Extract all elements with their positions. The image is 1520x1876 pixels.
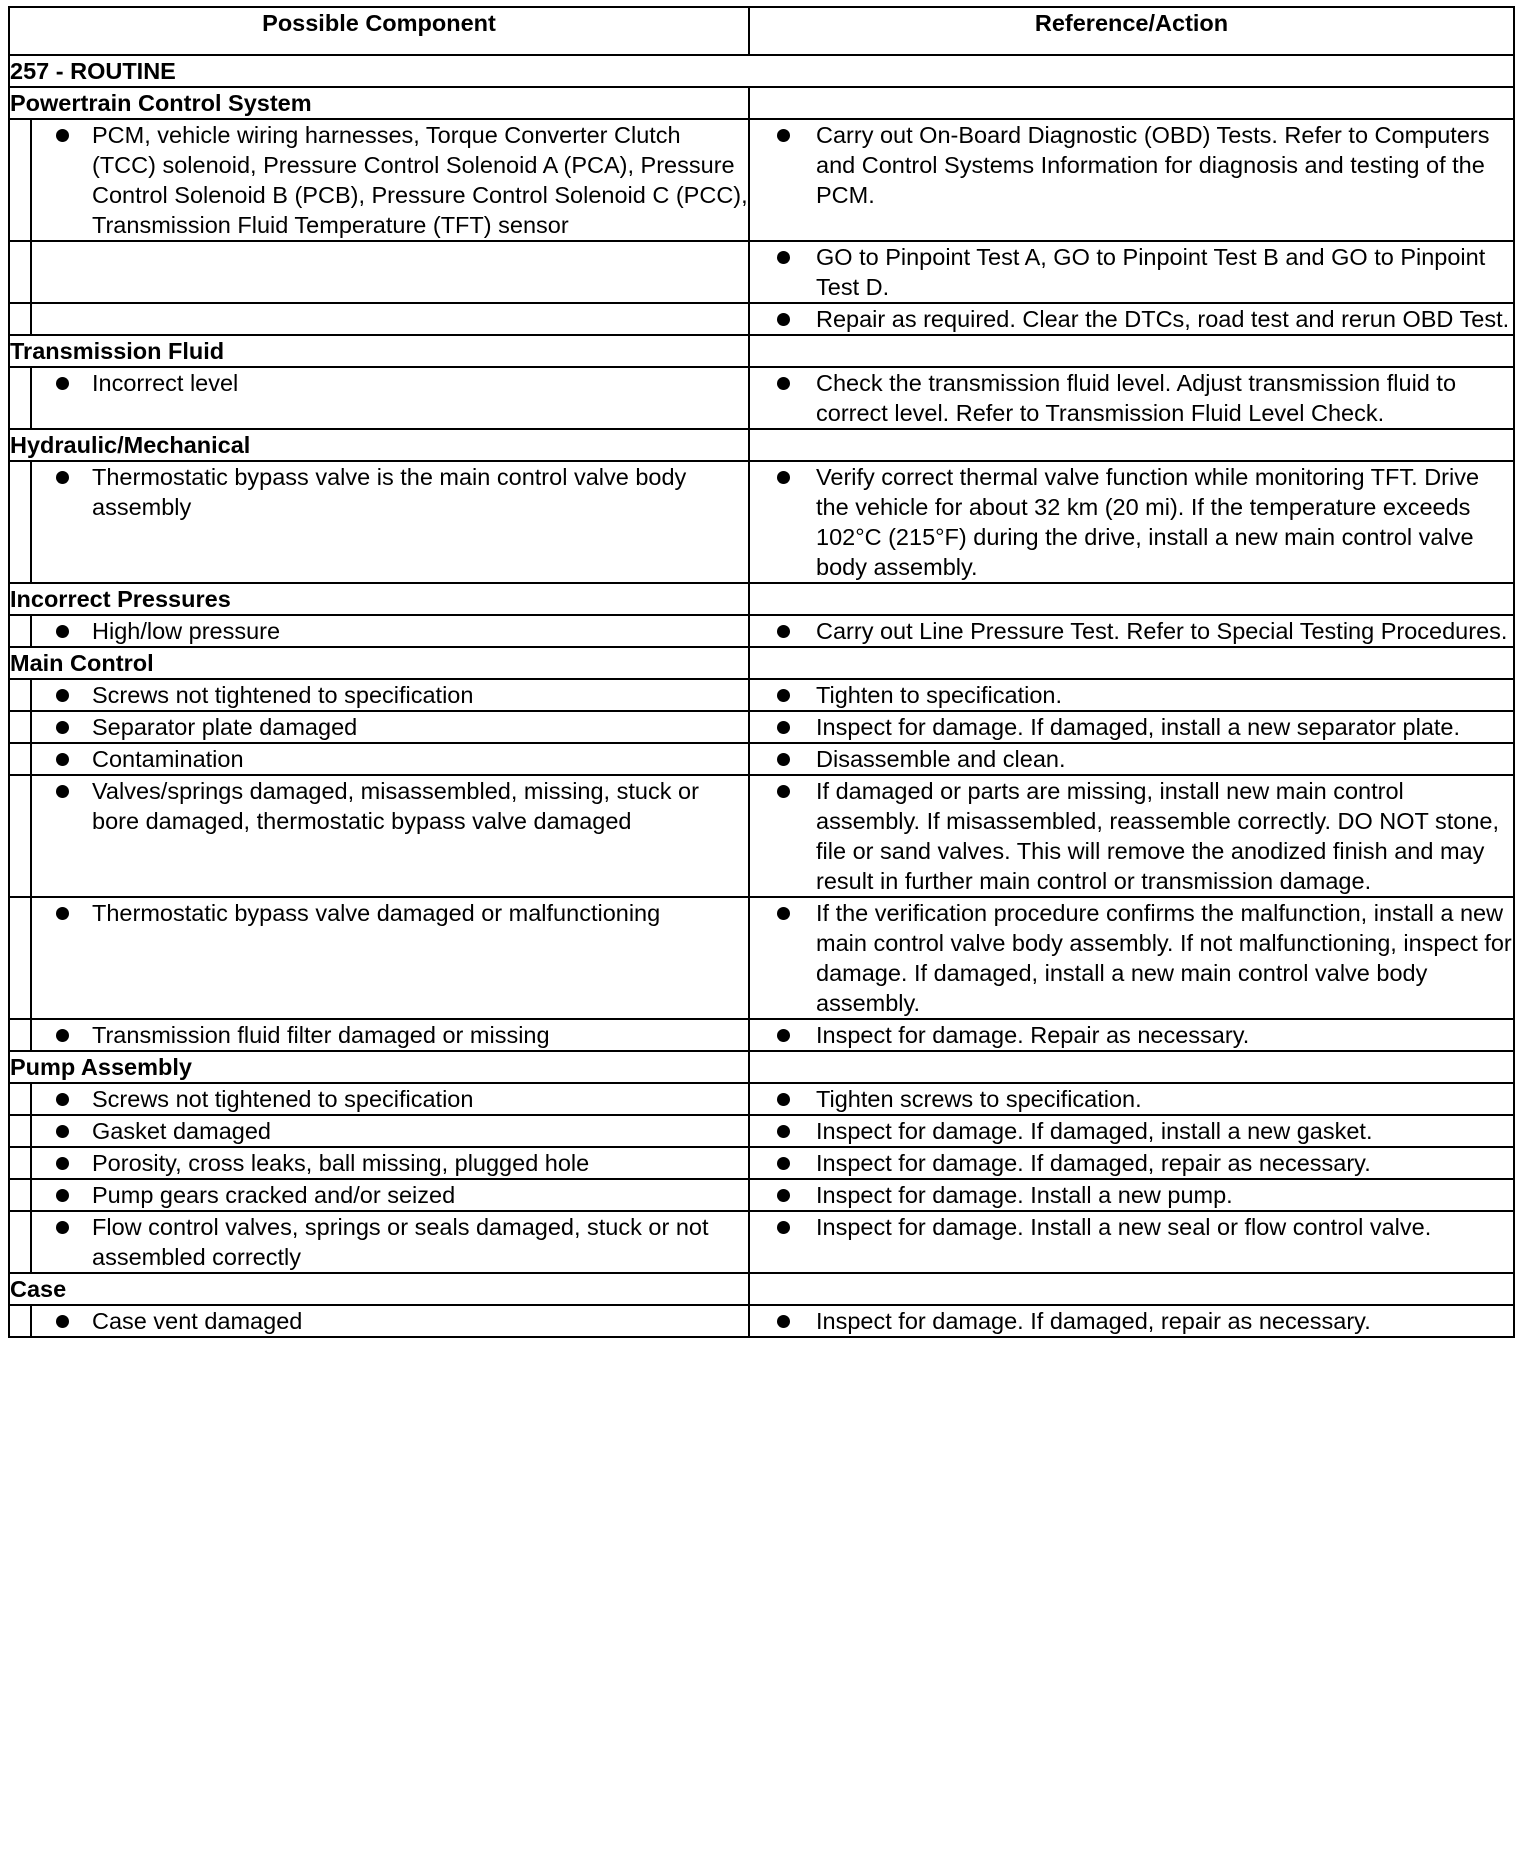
routine-title: 257 - ROUTINE bbox=[9, 55, 1514, 87]
action-cell-text: If the verification procedure confirms the malfunction, install a new main control valve body assembly. If not malfunctioning, inspect for damage. If damaged, install a new main control valve body assembly. bbox=[816, 900, 1512, 1016]
bullet-item bbox=[32, 120, 748, 240]
table-row bbox=[9, 679, 1514, 711]
row-indent-gutter bbox=[9, 241, 31, 303]
component-cell-text: Flow control valves, springs or seals damaged, stuck or not assembled correctly bbox=[92, 1214, 709, 1270]
bullet-icon bbox=[750, 1212, 816, 1234]
bullet-item bbox=[32, 680, 748, 710]
action-cell-text: Carry out Line Pressure Test. Refer to Special Testing Procedures. bbox=[816, 618, 1508, 644]
action-cell-text: If damaged or parts are missing, install new main control assembly. If misassembled, reassemble correctly. DO NOT stone, file or sand valves. This will remove the anodized finish and may result in further main control or transmission damage. bbox=[816, 778, 1500, 894]
component-cell-text: Screws not tightened to specification bbox=[92, 682, 474, 708]
component-cell-text: Case vent damaged bbox=[92, 1308, 303, 1334]
group-action-empty bbox=[749, 429, 1514, 461]
row-indent-gutter bbox=[9, 897, 31, 1019]
bullet-item bbox=[750, 1020, 1513, 1050]
group-title: Hydraulic/Mechanical bbox=[9, 429, 749, 461]
action-cell-text: Carry out On-Board Diagnostic (OBD) Tests. Refer to Computers and Control Systems Information for diagnosis and testing of the PCM. bbox=[816, 122, 1490, 208]
component-cell bbox=[31, 303, 749, 335]
group-row-transmission-fluid bbox=[9, 335, 1514, 367]
table-header-row bbox=[9, 7, 1514, 55]
action-cell bbox=[749, 775, 1514, 897]
action-cell bbox=[749, 1211, 1514, 1273]
group-row-main-control bbox=[9, 647, 1514, 679]
bullet-item bbox=[32, 462, 748, 522]
group-title: Pump Assembly bbox=[9, 1051, 749, 1083]
component-cell-text: Screws not tightened to specification bbox=[92, 1086, 474, 1112]
table-row bbox=[9, 1305, 1514, 1337]
table-row bbox=[9, 303, 1514, 335]
bullet-icon bbox=[750, 1180, 816, 1202]
component-cell bbox=[31, 711, 749, 743]
component-cell bbox=[31, 1211, 749, 1273]
bullet-item bbox=[32, 1180, 748, 1210]
action-cell bbox=[749, 1115, 1514, 1147]
bullet-icon bbox=[750, 1306, 816, 1328]
row-indent-gutter bbox=[9, 303, 31, 335]
component-cell bbox=[31, 461, 749, 583]
group-action-empty bbox=[749, 1273, 1514, 1305]
bullet-icon bbox=[750, 744, 816, 766]
bullet-item bbox=[32, 898, 748, 928]
group-action-empty bbox=[749, 583, 1514, 615]
bullet-item bbox=[32, 712, 748, 742]
action-cell bbox=[749, 679, 1514, 711]
component-cell bbox=[31, 1083, 749, 1115]
action-cell-text: Inspect for damage. If damaged, install a new gasket. bbox=[816, 1118, 1373, 1144]
bullet-icon bbox=[32, 744, 92, 766]
action-cell-text: Repair as required. Clear the DTCs, road test and rerun OBD Test. bbox=[816, 306, 1510, 332]
component-cell-text: Gasket damaged bbox=[92, 1118, 271, 1144]
bullet-icon bbox=[32, 616, 92, 638]
component-cell-text: Thermostatic bypass valve is the main control valve body assembly bbox=[92, 464, 687, 520]
bullet-item bbox=[750, 1212, 1513, 1242]
bullet-icon bbox=[750, 462, 816, 484]
component-cell bbox=[31, 743, 749, 775]
group-title: Powertrain Control System bbox=[9, 87, 749, 119]
table-row bbox=[9, 743, 1514, 775]
component-cell bbox=[31, 897, 749, 1019]
bullet-icon bbox=[750, 1116, 816, 1138]
bullet-item bbox=[750, 898, 1513, 1018]
table-row bbox=[9, 119, 1514, 241]
bullet-icon bbox=[750, 368, 816, 390]
action-cell-text: Inspect for damage. If damaged, install a new separator plate. bbox=[816, 714, 1461, 740]
row-indent-gutter bbox=[9, 119, 31, 241]
bullet-item bbox=[32, 744, 748, 774]
bullet-item bbox=[32, 1020, 748, 1050]
group-action-empty bbox=[749, 1051, 1514, 1083]
bullet-icon bbox=[32, 776, 92, 798]
table-row bbox=[9, 367, 1514, 429]
group-action-empty bbox=[749, 647, 1514, 679]
row-indent-gutter bbox=[9, 1115, 31, 1147]
row-indent-gutter bbox=[9, 1179, 31, 1211]
action-cell bbox=[749, 303, 1514, 335]
component-cell bbox=[31, 1147, 749, 1179]
action-cell bbox=[749, 461, 1514, 583]
component-cell bbox=[31, 615, 749, 647]
bullet-item bbox=[750, 242, 1513, 302]
component-cell bbox=[31, 119, 749, 241]
bullet-icon bbox=[750, 120, 816, 142]
row-indent-gutter bbox=[9, 1019, 31, 1051]
group-row-powertrain-control-system bbox=[9, 87, 1514, 119]
bullet-item bbox=[32, 1306, 748, 1336]
header-possible-component: Possible Component bbox=[9, 7, 749, 55]
action-cell bbox=[749, 1147, 1514, 1179]
row-indent-gutter bbox=[9, 1211, 31, 1273]
bullet-icon bbox=[750, 776, 816, 798]
action-cell bbox=[749, 711, 1514, 743]
row-indent-gutter bbox=[9, 367, 31, 429]
component-cell-text: Pump gears cracked and/or seized bbox=[92, 1182, 456, 1208]
component-cell bbox=[31, 241, 749, 303]
action-cell-text: Disassemble and clean. bbox=[816, 746, 1066, 772]
component-cell-text: Separator plate damaged bbox=[92, 714, 358, 740]
table-row bbox=[9, 615, 1514, 647]
bullet-icon bbox=[32, 368, 92, 390]
action-cell-text: Inspect for damage. Install a new pump. bbox=[816, 1182, 1233, 1208]
bullet-icon bbox=[32, 1180, 92, 1202]
action-cell-text: Verify correct thermal valve function while monitoring TFT. Drive the vehicle for about 32 km (20 mi). If the temperature exceeds 102°C (215°F) during the drive, install a new main control valve body assembly. bbox=[816, 464, 1480, 580]
action-cell bbox=[749, 615, 1514, 647]
bullet-item bbox=[32, 1148, 748, 1178]
group-row-pump-assembly bbox=[9, 1051, 1514, 1083]
action-cell bbox=[749, 743, 1514, 775]
component-cell-text: Transmission fluid filter damaged or missing bbox=[92, 1022, 550, 1048]
row-indent-gutter bbox=[9, 743, 31, 775]
bullet-icon bbox=[750, 242, 816, 264]
bullet-item bbox=[750, 712, 1513, 742]
bullet-icon bbox=[750, 1148, 816, 1170]
bullet-item bbox=[750, 120, 1513, 210]
bullet-icon bbox=[750, 898, 816, 920]
action-cell-text: GO to Pinpoint Test A, GO to Pinpoint Test B and GO to Pinpoint Test D. bbox=[816, 244, 1486, 300]
action-cell-text: Inspect for damage. If damaged, repair as necessary. bbox=[816, 1308, 1371, 1334]
bullet-icon bbox=[750, 680, 816, 702]
component-cell-text: PCM, vehicle wiring harnesses, Torque Converter Clutch (TCC) solenoid, Pressure Control Solenoid A (PCA), Pressure Control Solenoid B (PCB), Pressure Control Solenoid C (PCC), Transmission Fluid Temperature (TFT) sensor bbox=[92, 122, 748, 238]
table-row bbox=[9, 241, 1514, 303]
bullet-item bbox=[750, 744, 1513, 774]
component-cell-text: Porosity, cross leaks, ball missing, plugged hole bbox=[92, 1150, 590, 1176]
bullet-icon bbox=[750, 616, 816, 638]
row-indent-gutter bbox=[9, 679, 31, 711]
row-indent-gutter bbox=[9, 1083, 31, 1115]
component-cell-text: Incorrect level bbox=[92, 370, 239, 396]
group-row-case bbox=[9, 1273, 1514, 1305]
table-row bbox=[9, 1211, 1514, 1273]
bullet-item bbox=[750, 776, 1513, 896]
bullet-icon bbox=[32, 898, 92, 920]
component-cell bbox=[31, 775, 749, 897]
component-cell bbox=[31, 1179, 749, 1211]
bullet-item bbox=[750, 1116, 1513, 1146]
bullet-item bbox=[750, 462, 1513, 582]
bullet-item bbox=[750, 1180, 1513, 1210]
table-row bbox=[9, 1115, 1514, 1147]
bullet-item bbox=[750, 1084, 1513, 1114]
table-row bbox=[9, 1083, 1514, 1115]
bullet-item bbox=[32, 776, 748, 836]
group-title: Main Control bbox=[9, 647, 749, 679]
bullet-icon bbox=[750, 1084, 816, 1106]
bullet-icon bbox=[750, 1020, 816, 1042]
group-row-incorrect-pressures bbox=[9, 583, 1514, 615]
bullet-item bbox=[32, 368, 748, 398]
action-cell bbox=[749, 1179, 1514, 1211]
table-row bbox=[9, 711, 1514, 743]
group-row-hydraulic-mechanical bbox=[9, 429, 1514, 461]
action-cell-text: Inspect for damage. If damaged, repair as necessary. bbox=[816, 1150, 1371, 1176]
bullet-icon bbox=[750, 304, 816, 326]
component-cell bbox=[31, 1305, 749, 1337]
bullet-icon bbox=[32, 680, 92, 702]
header-reference-action: Reference/Action bbox=[749, 7, 1514, 55]
bullet-icon bbox=[750, 712, 816, 734]
bullet-icon bbox=[32, 1020, 92, 1042]
bullet-icon bbox=[32, 1306, 92, 1328]
component-cell-text: Thermostatic bypass valve damaged or malfunctioning bbox=[92, 900, 661, 926]
action-cell bbox=[749, 897, 1514, 1019]
row-indent-gutter bbox=[9, 615, 31, 647]
bullet-icon bbox=[32, 1084, 92, 1106]
action-cell bbox=[749, 241, 1514, 303]
component-cell bbox=[31, 679, 749, 711]
action-cell bbox=[749, 367, 1514, 429]
action-cell-text: Tighten screws to specification. bbox=[816, 1086, 1142, 1112]
action-cell-text: Inspect for damage. Install a new seal or flow control valve. bbox=[816, 1214, 1432, 1240]
component-cell-text: Contamination bbox=[92, 746, 244, 772]
bullet-icon bbox=[32, 1116, 92, 1138]
table-row bbox=[9, 1179, 1514, 1211]
bullet-item bbox=[750, 616, 1513, 646]
group-action-empty bbox=[749, 87, 1514, 119]
routine-title-row bbox=[9, 55, 1514, 87]
component-cell bbox=[31, 1019, 749, 1051]
bullet-item bbox=[32, 616, 748, 646]
action-cell bbox=[749, 1019, 1514, 1051]
component-cell-text: Valves/springs damaged, misassembled, missing, stuck or bore damaged, thermostatic bypass valve damaged bbox=[92, 778, 699, 834]
bullet-item bbox=[750, 368, 1513, 428]
group-title: Incorrect Pressures bbox=[9, 583, 749, 615]
bullet-icon bbox=[32, 1212, 92, 1234]
action-cell bbox=[749, 1305, 1514, 1337]
component-cell-text: High/low pressure bbox=[92, 618, 281, 644]
table-row bbox=[9, 897, 1514, 1019]
bullet-icon bbox=[32, 120, 92, 142]
bullet-item bbox=[750, 680, 1513, 710]
bullet-icon bbox=[32, 1148, 92, 1170]
diagnosis-table bbox=[8, 6, 1515, 1338]
bullet-item bbox=[750, 1306, 1513, 1336]
action-cell-text: Tighten to specification. bbox=[816, 682, 1063, 708]
row-indent-gutter bbox=[9, 775, 31, 897]
row-indent-gutter bbox=[9, 1147, 31, 1179]
group-title: Transmission Fluid bbox=[9, 335, 749, 367]
bullet-item bbox=[32, 1116, 748, 1146]
bullet-icon bbox=[32, 712, 92, 734]
bullet-item bbox=[750, 304, 1513, 334]
table-row bbox=[9, 1019, 1514, 1051]
row-indent-gutter bbox=[9, 1305, 31, 1337]
bullet-icon bbox=[32, 462, 92, 484]
action-cell-text: Inspect for damage. Repair as necessary. bbox=[816, 1022, 1250, 1048]
row-indent-gutter bbox=[9, 461, 31, 583]
bullet-item bbox=[32, 1084, 748, 1114]
bullet-item bbox=[750, 1148, 1513, 1178]
action-cell-text: Check the transmission fluid level. Adjust transmission fluid to correct level. Refer to Transmission Fluid Level Check. bbox=[816, 370, 1457, 426]
table-row bbox=[9, 775, 1514, 897]
component-cell bbox=[31, 367, 749, 429]
group-action-empty bbox=[749, 335, 1514, 367]
component-cell bbox=[31, 1115, 749, 1147]
table-row bbox=[9, 461, 1514, 583]
action-cell bbox=[749, 1083, 1514, 1115]
action-cell bbox=[749, 119, 1514, 241]
bullet-item bbox=[32, 1212, 748, 1272]
table-row bbox=[9, 1147, 1514, 1179]
row-indent-gutter bbox=[9, 711, 31, 743]
group-title: Case bbox=[9, 1273, 749, 1305]
